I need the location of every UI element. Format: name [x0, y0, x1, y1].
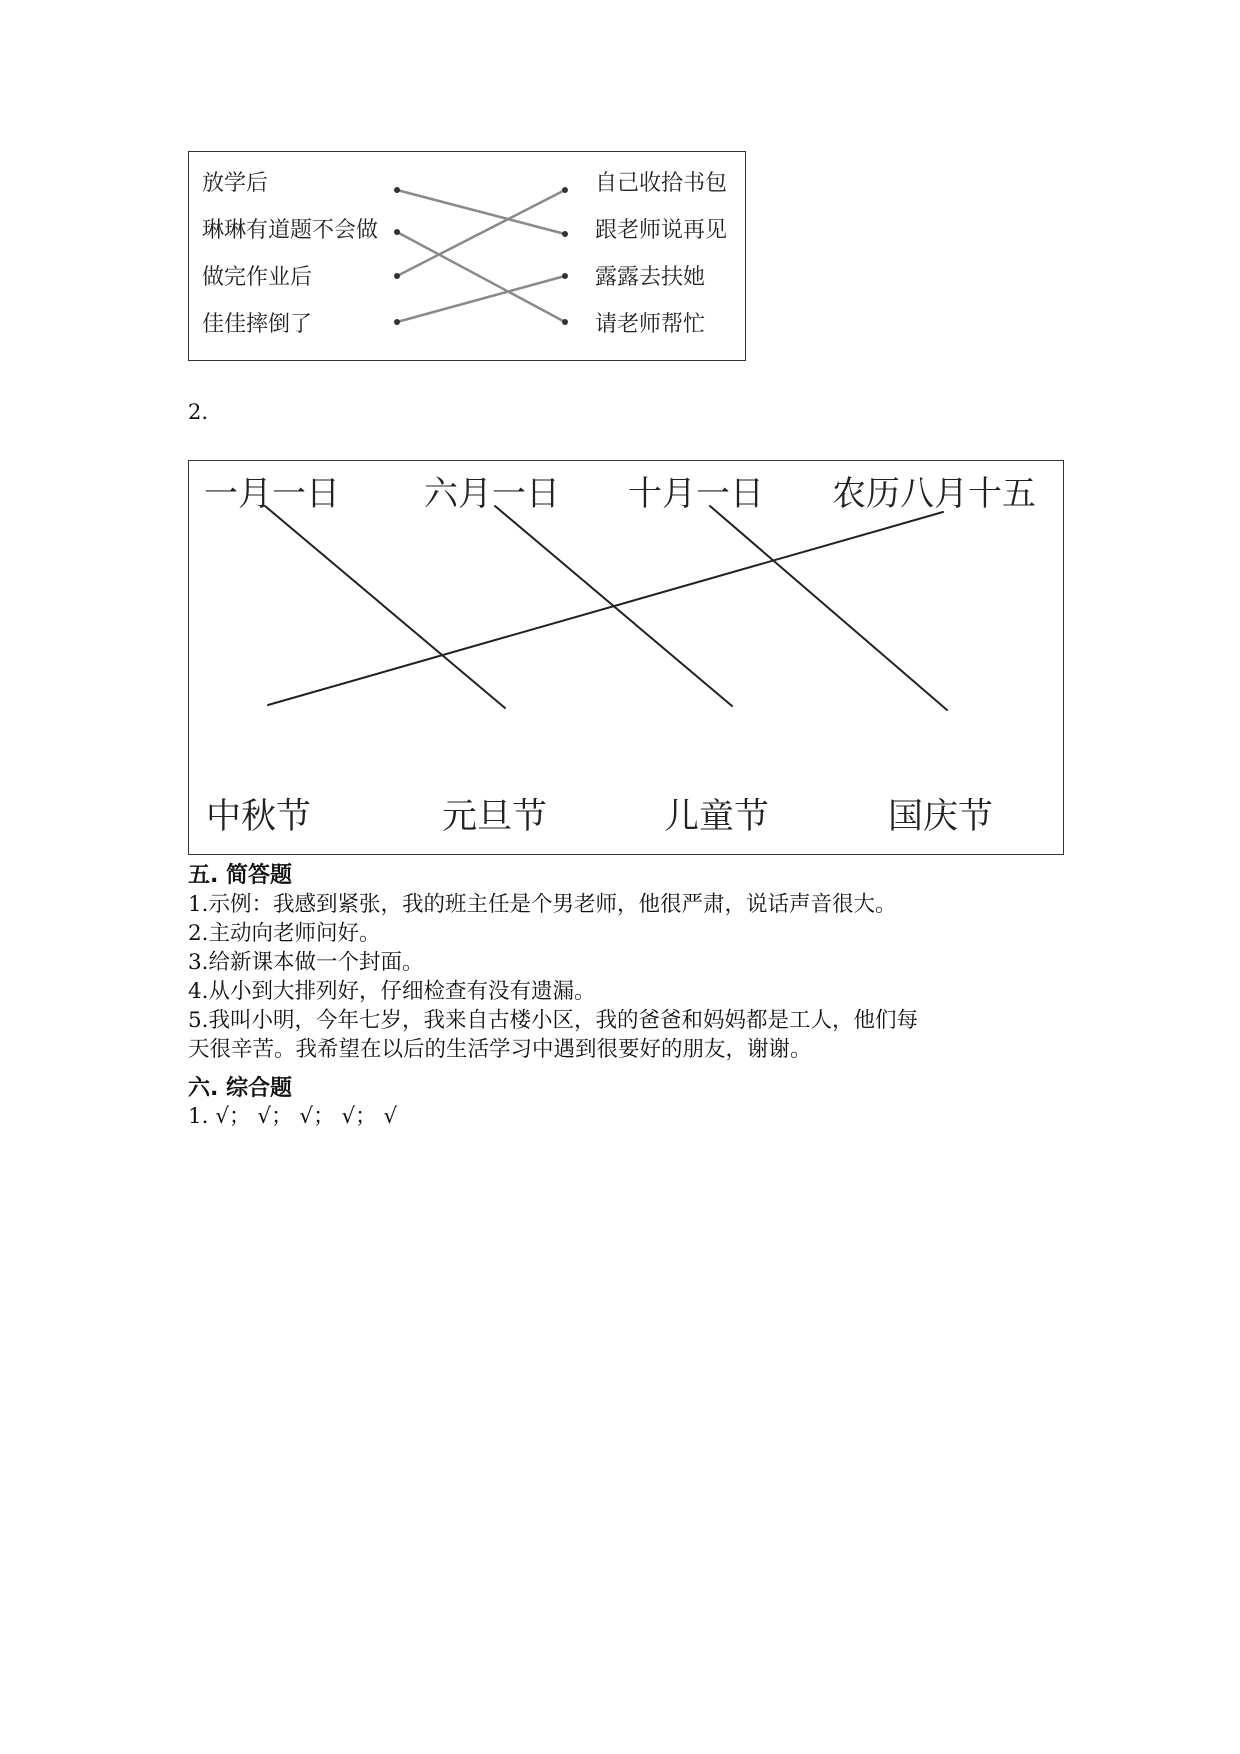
match2-bottom-3: 儿童节 [664, 797, 770, 837]
answer-line-5: 5.我叫小明，今年七岁，我来自古楼小区，我的爸爸和妈妈都是工人，他们每 [188, 1008, 919, 1033]
match1-right-4: 请老师帮忙 [595, 312, 706, 337]
match1-left-4: 佳佳摔倒了 [202, 312, 313, 337]
match2-line-1 [265, 506, 505, 708]
match2-top-3: 十月一日 [628, 474, 764, 514]
match1-right-3: 露露去扶她 [595, 265, 706, 290]
answer-line-2: 2.主动向老师问好。 [188, 921, 381, 946]
match1-left-1: 放学后 [202, 171, 269, 196]
answer-line-6: 天很辛苦。我希望在以后的生活学习中遇到很要好的朋友，谢谢。 [188, 1037, 812, 1062]
section-title-comprehensive: 六. 综合题 [188, 1076, 293, 1101]
section-title-short-answer: 五. 简答题 [188, 863, 293, 888]
match2-line-3 [710, 506, 947, 710]
question-number: 2. [188, 400, 209, 424]
match2-top-2: 六月一日 [424, 474, 560, 514]
match2-bottom-4: 国庆节 [888, 797, 994, 837]
match2-bottom-2: 元旦节 [442, 797, 548, 837]
match2-top-4: 农历八月十五 [832, 474, 1036, 514]
answer-line-4: 4.从小到大排列好，仔细检查有没有遗漏。 [188, 979, 596, 1004]
answer-line-comprehensive-1: 1. √； √； √； √； √ [188, 1104, 398, 1129]
match1-right-2: 跟老师说再见 [595, 218, 728, 243]
match1-right-1: 自己收拾书包 [595, 171, 728, 196]
match2-top-1: 一月一日 [204, 474, 340, 514]
answer-line-3: 3.给新课本做一个封面。 [188, 950, 424, 975]
match1-left-3: 做完作业后 [202, 265, 313, 290]
match2-line-4 [268, 512, 943, 705]
match1-left-2: 琳琳有道题不会做 [202, 218, 379, 243]
match2-bottom-1: 中秋节 [206, 797, 312, 837]
answer-line-1: 1.示例：我感到紧张，我的班主任是个男老师，他很严肃，说话声音很大。 [188, 892, 897, 917]
